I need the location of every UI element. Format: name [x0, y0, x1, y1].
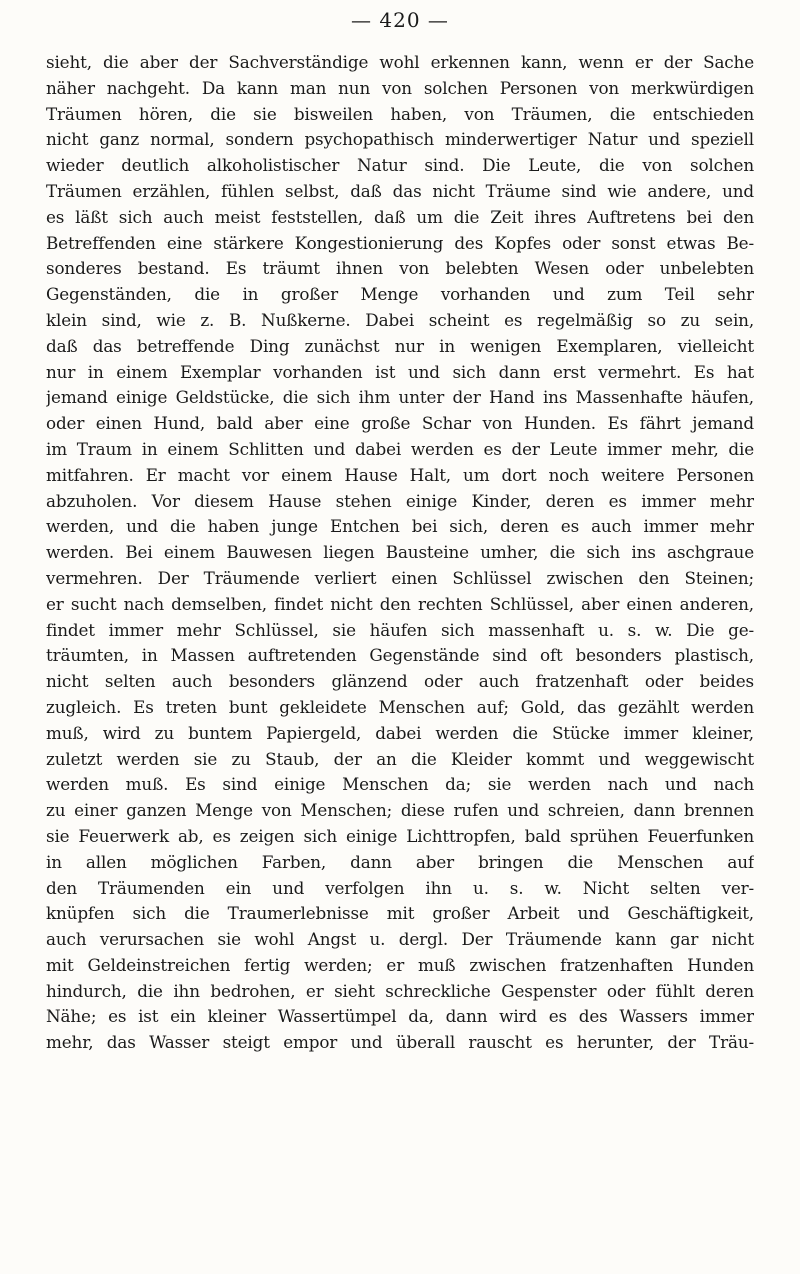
text-line: Gegenständen, die in großer Menge vorhanden und zum Teil sehr: [46, 284, 754, 305]
text-line: Betreffenden eine stärkere Kongestionierung des Kopfes oder sonst etwas Be-: [46, 232, 754, 253]
text-line: sie Feuerwerk ab, es zeigen sich einige Lichttropfen, bald sprühen Feuerfunken: [46, 825, 754, 846]
text-line: Träumen erzählen, fühlen selbst, daß das nicht Träume sind wie andere, und: [46, 180, 754, 201]
text-line: sonderes bestand. Es träumt ihnen von belebten Wesen oder unbelebten: [46, 258, 754, 279]
text-line: sieht, die aber der Sachverständige wohl erkennen kann, wenn er der Sache: [46, 52, 754, 72]
text-line: wieder deutlich alkoholistischer Natur sind. Die Leute, die von solchen: [46, 155, 754, 176]
text-line: klein sind, wie z. B. Nußkerne. Dabei scheint es regelmäßig so zu sein,: [46, 309, 754, 330]
text-line: vermehren. Der Träumende verliert einen Schlüssel zwischen den Steinen;: [46, 567, 754, 588]
body-text: [46, 50, 754, 1056]
text-line: zugleich. Es treten bunt gekleidete Menschen auf; Gold, das gezählt werden: [46, 696, 754, 717]
text-line: er sucht nach demselben, findet nicht den rechten Schlüssel, aber einen anderen,: [46, 593, 754, 614]
text-line: zu einer ganzen Menge von Menschen; diese rufen und schreien, dann brennen: [46, 800, 754, 821]
text-line: findet immer mehr Schlüssel, sie häufen sich massenhaft u. s. w. Die ge-: [46, 619, 754, 640]
text-line: hindurch, die ihn bedrohen, er sieht schreckliche Gespenster oder fühlt deren: [46, 980, 754, 1001]
text-line: es läßt sich auch meist feststellen, daß um die Zeit ihres Auftretens bei den: [46, 206, 754, 227]
text-line: träumten, in Massen auftretenden Gegenstände sind oft besonders plastisch,: [46, 645, 754, 666]
page-number: — 420 —: [351, 8, 449, 32]
text-line: Träumen hören, die sie bisweilen haben, von Träumen, die entschieden: [46, 103, 754, 124]
text-line: knüpfen sich die Traumerlebnisse mit großer Arbeit und Geschäftigkeit,: [46, 903, 754, 924]
text-line: nicht ganz normal, sondern psychopathisch minderwertiger Natur und speziell: [46, 129, 754, 150]
text-line: nicht selten auch besonders glänzend oder auch fratzenhaft oder beides: [46, 671, 754, 692]
text-line: mehr, das Wasser steigt empor und überall rauscht es herunter, der Träu-: [46, 1032, 754, 1053]
text-line: abzuholen. Vor diesem Hause stehen einige Kinder, deren es immer mehr: [46, 490, 754, 511]
text-line: werden, und die haben junge Entchen bei sich, deren es auch immer mehr: [46, 516, 754, 537]
text-line: daß das betreffende Ding zunächst nur in wenigen Exemplaren, vielleicht: [46, 335, 754, 356]
text-line: den Träumenden ein und verfolgen ihn u. s. w. Nicht selten ver-: [46, 877, 754, 898]
text-line: auch verursachen sie wohl Angst u. dergl. Der Träumende kann gar nicht: [46, 929, 754, 950]
text-line: zuletzt werden sie zu Staub, der an die Kleider kommt und weggewischt: [46, 748, 754, 769]
text-line: näher nachgeht. Da kann man nun von solchen Personen von merkwürdigen: [46, 77, 754, 98]
text-line: im Traum in einem Schlitten und dabei werden es der Leute immer mehr, die: [46, 438, 754, 459]
text-line: mitfahren. Er macht vor einem Hause Halt, um dort noch weitere Personen: [46, 464, 754, 485]
text-line: mit Geldeinstreichen fertig werden; er muß zwischen fratzenhaften Hunden: [46, 954, 754, 975]
text-line: Nähe; es ist ein kleiner Wassertümpel da, dann wird es des Wassers immer: [46, 1006, 754, 1027]
text-line: in allen möglichen Farben, dann aber bringen die Menschen auf: [46, 851, 754, 872]
text-line: jemand einige Geldstücke, die sich ihm unter der Hand ins Massenhafte häufen,: [46, 387, 754, 408]
text-line: werden. Bei einem Bauwesen liegen Bausteine umher, die sich ins aschgraue: [46, 542, 754, 563]
text-line: werden muß. Es sind einige Menschen da; sie werden nach und nach: [46, 774, 754, 795]
text-line: oder einen Hund, bald aber eine große Schar von Hunden. Es fährt jemand: [46, 413, 754, 434]
text-line: nur in einem Exemplar vorhanden ist und sich dann erst vermehrt. Es hat: [46, 361, 754, 382]
text-line: muß, wird zu buntem Papiergeld, dabei werden die Stücke immer kleiner,: [46, 722, 754, 743]
